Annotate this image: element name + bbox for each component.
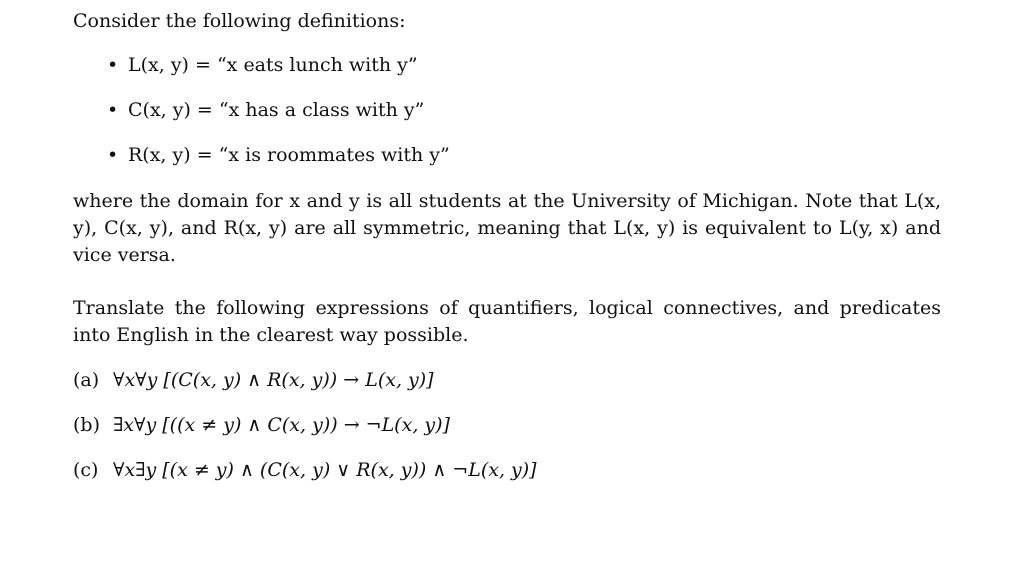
expression-formula: ∃x∀y [((x ≠ y) ∧ C(x, y)) → ¬L(x, y)]: [113, 414, 450, 436]
expression-item-b: [73, 412, 537, 457]
expression-label: (c): [73, 459, 99, 481]
definition-text: C(x, y) = “x has a class with y”: [128, 99, 425, 121]
definition-item-class: [73, 97, 450, 142]
bullet-icon: •: [107, 54, 119, 76]
expression-formula: ∀x∀y [(C(x, y) ∧ R(x, y)) → L(x, y)]: [113, 369, 434, 391]
intro-text: Consider the following definitions:: [73, 10, 406, 32]
domain-note-paragraph: where the domain for x and y is all students at the University of Michigan. Note that L(x, y), C(x, y), and R(x, y) are all symmetric, meaning that L(x, y) is equivalent to L(y, x) and vice versa.: [73, 190, 941, 266]
bullet-icon: •: [107, 99, 119, 121]
expression-label: (a): [73, 369, 100, 391]
bullet-icon: •: [107, 144, 119, 166]
definition-item-lunch: [73, 52, 450, 97]
definition-text: L(x, y) = “x eats lunch with y”: [128, 54, 418, 76]
definition-item-roommates: [73, 142, 450, 187]
expression-item-c: [73, 457, 537, 502]
definitions-list: [73, 52, 450, 187]
definition-text: R(x, y) = “x is roommates with y”: [128, 144, 450, 166]
instruction-paragraph: Translate the following expressions of quantifiers, logical connectives, and predicates into English in the clearest way possible.: [73, 297, 941, 346]
expression-formula: ∀x∃y [(x ≠ y) ∧ (C(x, y) ∨ R(x, y)) ∧ ¬L(x, y)]: [113, 459, 537, 481]
expressions-list: [73, 367, 537, 502]
expression-item-a: [73, 367, 537, 412]
expression-label: (b): [73, 414, 100, 436]
